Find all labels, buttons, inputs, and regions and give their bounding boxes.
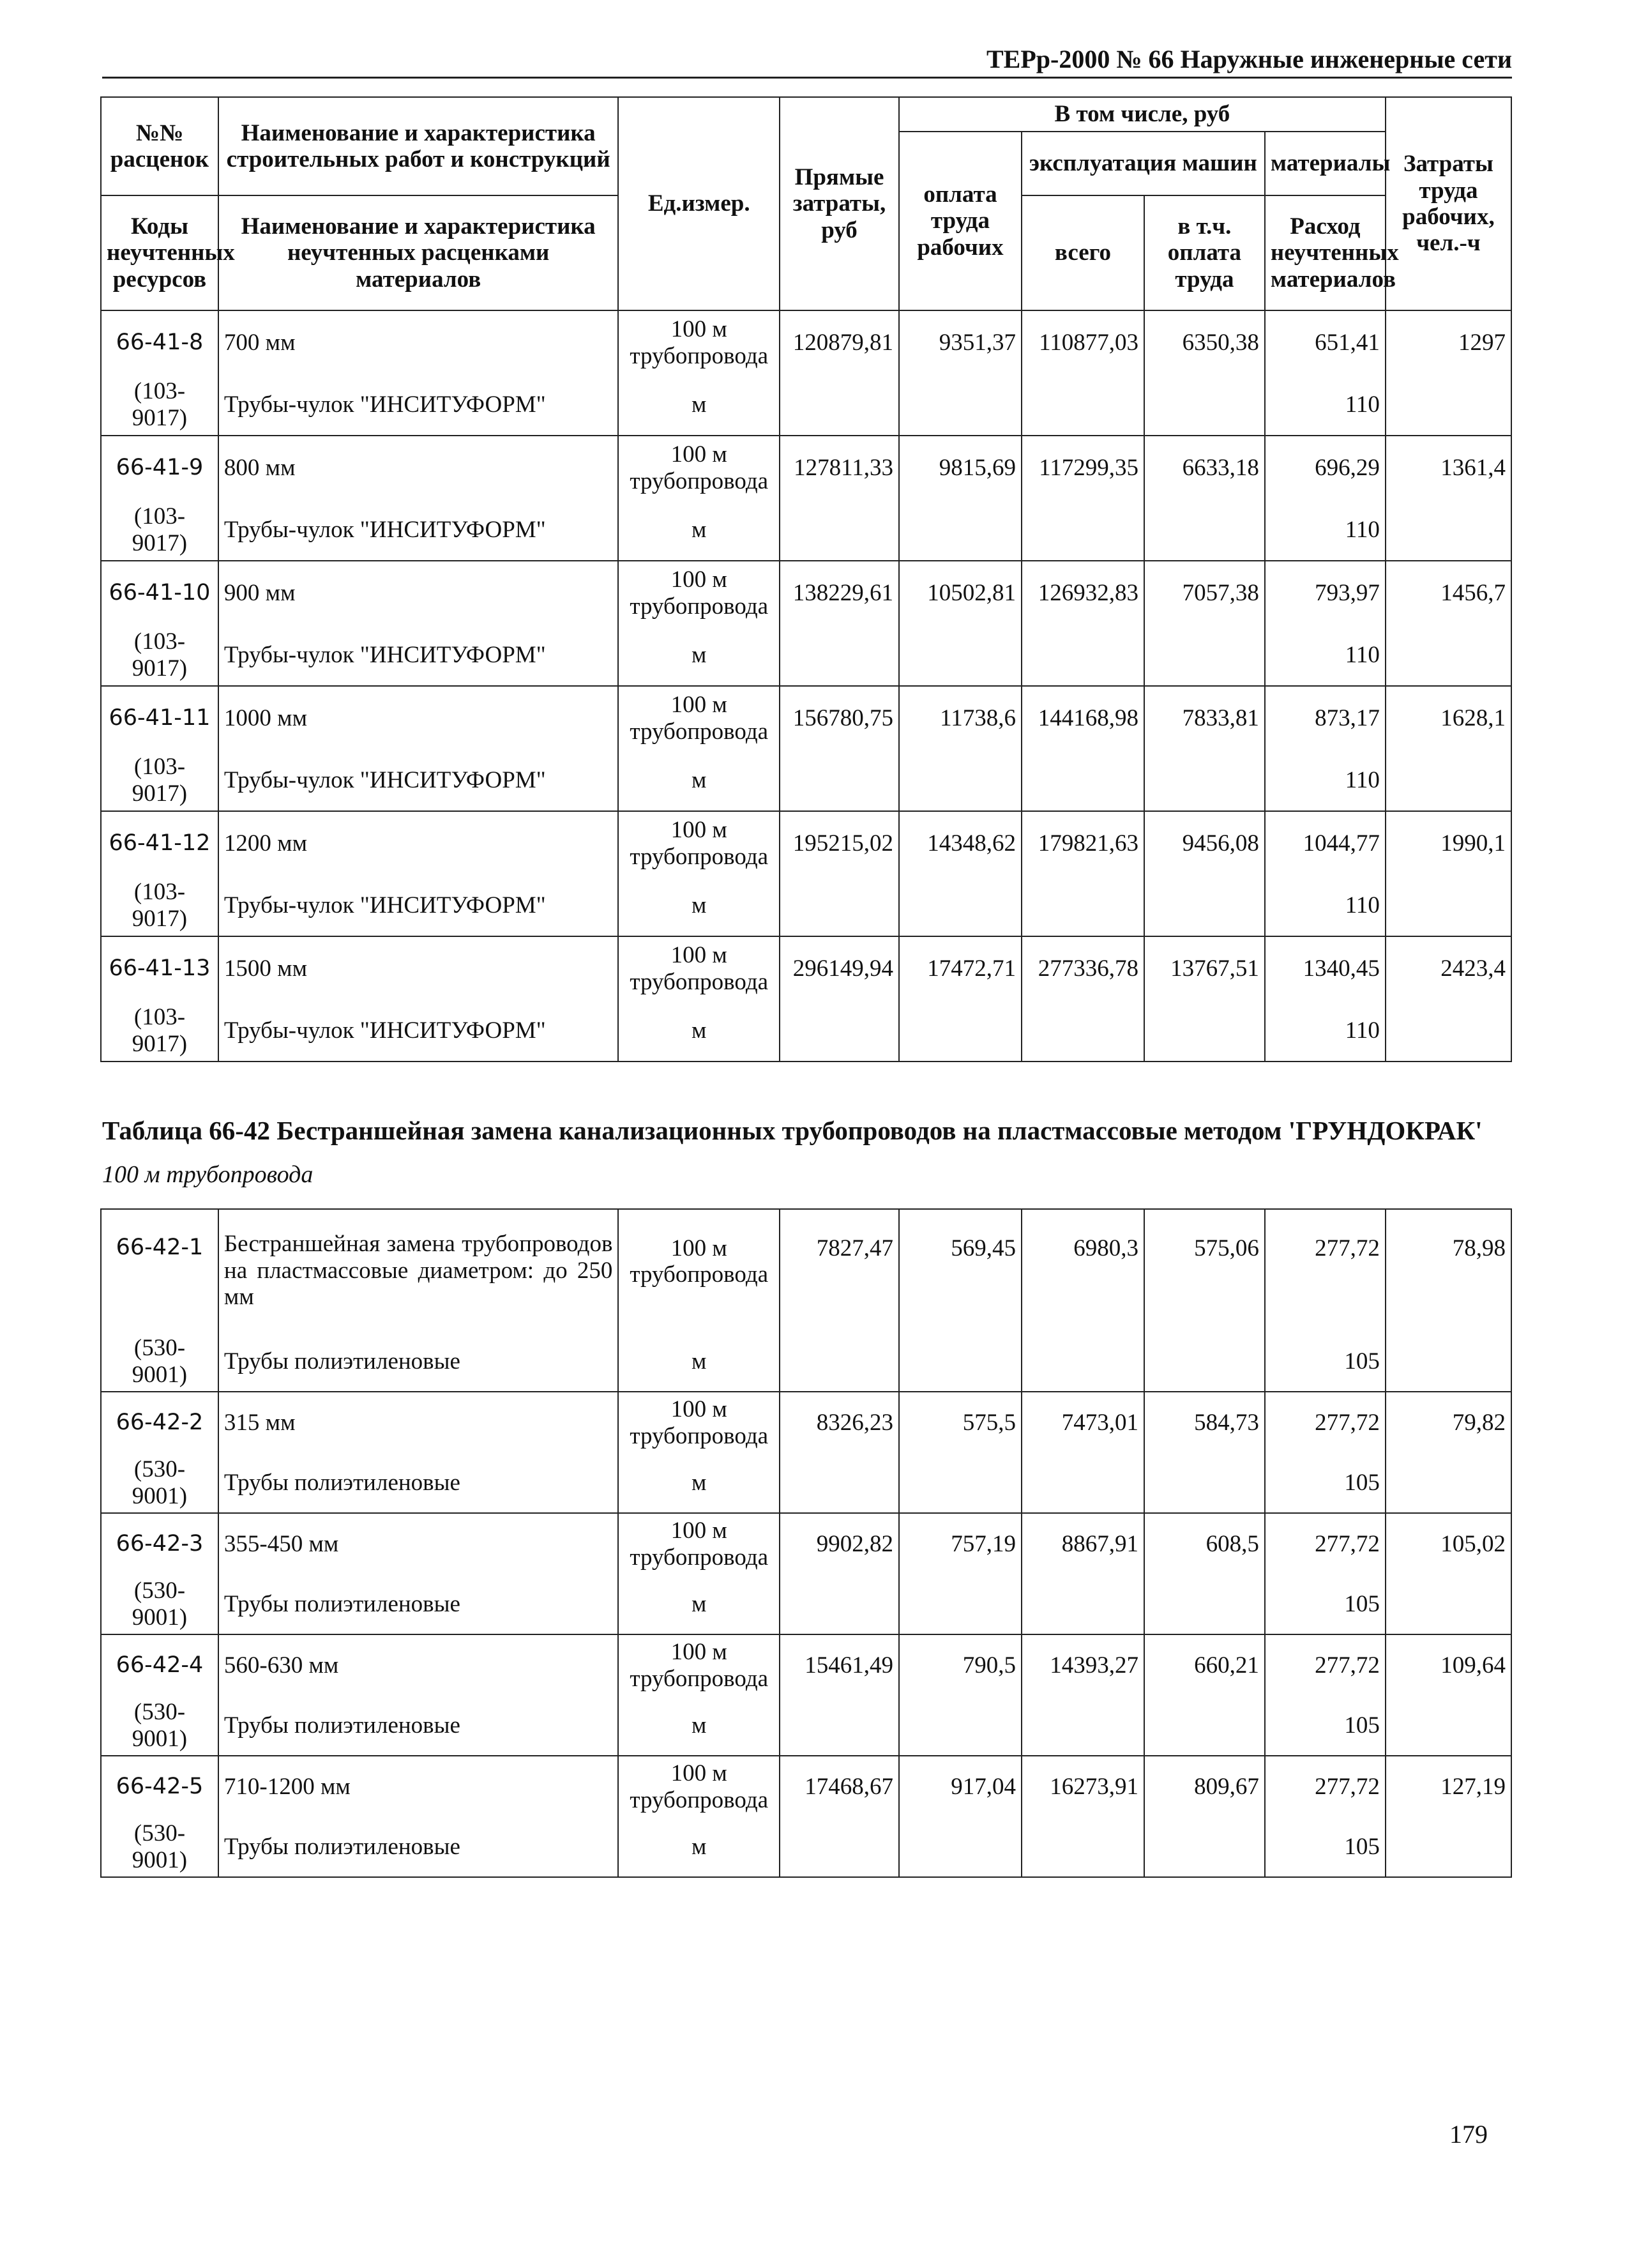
machines-labor: 7057,38 bbox=[1144, 561, 1265, 625]
materials: 277,72 bbox=[1265, 1756, 1386, 1817]
rate-code: 66-41-11 bbox=[101, 686, 218, 750]
empty-cell bbox=[1386, 374, 1511, 436]
rate-code: 66-41-13 bbox=[101, 936, 218, 1000]
empty-cell bbox=[1386, 1574, 1511, 1634]
machines-total: 179821,63 bbox=[1022, 811, 1144, 875]
table-row bbox=[101, 1513, 1511, 1574]
direct-costs: 120879,81 bbox=[780, 310, 899, 374]
resource-quantity: 105 bbox=[1265, 1696, 1386, 1756]
table-row bbox=[101, 686, 1511, 750]
empty-cell bbox=[780, 1817, 899, 1877]
resource-quantity: 105 bbox=[1265, 1817, 1386, 1877]
machines-total: 6980,3 bbox=[1022, 1209, 1144, 1332]
table-row bbox=[101, 1209, 1511, 1332]
machines-total: 144168,98 bbox=[1022, 686, 1144, 750]
resource-quantity: 110 bbox=[1265, 1000, 1386, 1062]
empty-cell bbox=[1144, 374, 1265, 436]
work-name: 560-630 мм bbox=[218, 1634, 619, 1696]
rate-code: 66-41-10 bbox=[101, 561, 218, 625]
resource-row bbox=[101, 1000, 1511, 1062]
machines-labor: 575,06 bbox=[1144, 1209, 1265, 1332]
labor-costs: 2423,4 bbox=[1386, 936, 1511, 1000]
resource-name: Трубы полиэтиленовые bbox=[218, 1332, 619, 1392]
empty-cell bbox=[899, 625, 1022, 686]
empty-cell bbox=[1022, 1574, 1144, 1634]
labor-costs: 1297 bbox=[1386, 310, 1511, 374]
resource-unit: м bbox=[618, 1696, 780, 1756]
empty-cell bbox=[899, 1696, 1022, 1756]
labor-pay: 757,19 bbox=[899, 1513, 1022, 1574]
machines-labor: 7833,81 bbox=[1144, 686, 1265, 750]
resource-quantity: 110 bbox=[1265, 499, 1386, 561]
table2-caption: Таблица 66-42 Бестраншейная замена канализационных трубопроводов на пластмассовые методом 'ГРУНДОКРАК' bbox=[102, 1116, 1483, 1145]
empty-cell bbox=[1386, 1453, 1511, 1513]
labor-pay: 917,04 bbox=[899, 1756, 1022, 1817]
empty-cell bbox=[780, 875, 899, 936]
table2-unit: 100 м трубопровода bbox=[102, 1161, 314, 1188]
unit: 100 м трубопровода bbox=[618, 1634, 780, 1696]
work-name: 315 мм bbox=[218, 1392, 619, 1453]
empty-cell bbox=[780, 1000, 899, 1062]
resource-code: (530-9001) bbox=[101, 1453, 218, 1513]
resource-code: (530-9001) bbox=[101, 1574, 218, 1634]
empty-cell bbox=[899, 1574, 1022, 1634]
machines-labor: 608,5 bbox=[1144, 1513, 1265, 1574]
direct-costs: 195215,02 bbox=[780, 811, 899, 875]
rates-table-66-41 bbox=[100, 96, 1512, 1062]
header-materials: материалы bbox=[1265, 132, 1386, 195]
work-name: 900 мм bbox=[218, 561, 619, 625]
unit: 100 м трубопровода bbox=[618, 1392, 780, 1453]
header-labor-pay: оплата труда рабочих bbox=[899, 132, 1022, 310]
labor-costs: 1628,1 bbox=[1386, 686, 1511, 750]
table-row bbox=[101, 936, 1511, 1000]
resource-name: Трубы полиэтиленовые bbox=[218, 1817, 619, 1877]
empty-cell bbox=[780, 374, 899, 436]
materials: 793,97 bbox=[1265, 561, 1386, 625]
rate-code: 66-42-1 bbox=[101, 1209, 218, 1332]
header-rate-number: №№ расценок bbox=[101, 97, 218, 195]
empty-cell bbox=[780, 499, 899, 561]
page-header bbox=[102, 42, 1512, 79]
resource-row bbox=[101, 374, 1511, 436]
header-labor-costs: Затраты труда рабочих, чел.-ч bbox=[1386, 97, 1511, 310]
resource-name: Трубы полиэтиленовые bbox=[218, 1574, 619, 1634]
resource-code: (103-9017) bbox=[101, 750, 218, 811]
empty-cell bbox=[1386, 499, 1511, 561]
direct-costs: 7827,47 bbox=[780, 1209, 899, 1332]
resource-code: (103-9017) bbox=[101, 374, 218, 436]
unit: 100 м трубопровода bbox=[618, 1513, 780, 1574]
direct-costs: 138229,61 bbox=[780, 561, 899, 625]
direct-costs: 8326,23 bbox=[780, 1392, 899, 1453]
unit: 100 м трубопровода bbox=[618, 1756, 780, 1817]
header-material-name: Наименование и характеристика неучтенных расценками материалов bbox=[218, 195, 619, 310]
table-row bbox=[101, 1634, 1511, 1696]
resource-name: Трубы-чулок "ИНСИТУФОРМ" bbox=[218, 499, 619, 561]
empty-cell bbox=[1144, 1696, 1265, 1756]
direct-costs: 156780,75 bbox=[780, 686, 899, 750]
direct-costs: 127811,33 bbox=[780, 436, 899, 499]
labor-costs: 1990,1 bbox=[1386, 811, 1511, 875]
header-machines-labor: в т.ч. оплата труда bbox=[1144, 195, 1265, 310]
resource-unit: м bbox=[618, 1000, 780, 1062]
materials: 277,72 bbox=[1265, 1513, 1386, 1574]
empty-cell bbox=[1386, 1817, 1511, 1877]
machines-total: 277336,78 bbox=[1022, 936, 1144, 1000]
labor-pay: 17472,71 bbox=[899, 936, 1022, 1000]
machines-total: 7473,01 bbox=[1022, 1392, 1144, 1453]
materials: 1044,77 bbox=[1265, 811, 1386, 875]
empty-cell bbox=[1144, 1000, 1265, 1062]
resource-unit: м bbox=[618, 374, 780, 436]
resource-quantity: 110 bbox=[1265, 875, 1386, 936]
resource-row bbox=[101, 499, 1511, 561]
empty-cell bbox=[1022, 875, 1144, 936]
resource-row bbox=[101, 750, 1511, 811]
empty-cell bbox=[780, 1574, 899, 1634]
labor-pay: 9815,69 bbox=[899, 436, 1022, 499]
resource-name: Трубы-чулок "ИНСИТУФОРМ" bbox=[218, 875, 619, 936]
empty-cell bbox=[1144, 750, 1265, 811]
machines-labor: 6350,38 bbox=[1144, 310, 1265, 374]
empty-cell bbox=[899, 1817, 1022, 1877]
resource-unit: м bbox=[618, 1332, 780, 1392]
empty-cell bbox=[899, 374, 1022, 436]
work-name: 355-450 мм bbox=[218, 1513, 619, 1574]
header-machines-total: всего bbox=[1022, 195, 1144, 310]
resource-code: (530-9001) bbox=[101, 1696, 218, 1756]
resource-quantity: 110 bbox=[1265, 625, 1386, 686]
machines-total: 16273,91 bbox=[1022, 1756, 1144, 1817]
table-row bbox=[101, 1756, 1511, 1817]
empty-cell bbox=[1144, 875, 1265, 936]
table-row bbox=[101, 811, 1511, 875]
header-direct-costs: Прямые затраты, руб bbox=[780, 97, 899, 310]
direct-costs: 17468,67 bbox=[780, 1756, 899, 1817]
resource-name: Трубы-чулок "ИНСИТУФОРМ" bbox=[218, 374, 619, 436]
resource-unit: м bbox=[618, 625, 780, 686]
resource-name: Трубы-чулок "ИНСИТУФОРМ" bbox=[218, 625, 619, 686]
empty-cell bbox=[1144, 625, 1265, 686]
unit: 100 м трубопровода bbox=[618, 1209, 780, 1332]
empty-cell bbox=[780, 1696, 899, 1756]
rate-code: 66-41-9 bbox=[101, 436, 218, 499]
rates-table-66-42 bbox=[100, 1208, 1512, 1878]
labor-costs: 78,98 bbox=[1386, 1209, 1511, 1332]
header-title: ТЕРр-2000 № 66 Наружные инженерные сети bbox=[986, 45, 1512, 73]
empty-cell bbox=[780, 625, 899, 686]
resource-unit: м bbox=[618, 1574, 780, 1634]
resource-quantity: 110 bbox=[1265, 374, 1386, 436]
machines-labor: 584,73 bbox=[1144, 1392, 1265, 1453]
unit: 100 м трубопровода bbox=[618, 936, 780, 1000]
empty-cell bbox=[1022, 1332, 1144, 1392]
work-name: 700 мм bbox=[218, 310, 619, 374]
unit: 100 м трубопровода bbox=[618, 561, 780, 625]
empty-cell bbox=[780, 1332, 899, 1392]
materials: 696,29 bbox=[1265, 436, 1386, 499]
resource-quantity: 105 bbox=[1265, 1332, 1386, 1392]
table-row bbox=[101, 1392, 1511, 1453]
labor-pay: 790,5 bbox=[899, 1634, 1022, 1696]
unit: 100 м трубопровода bbox=[618, 686, 780, 750]
page-number: 179 bbox=[1449, 2120, 1488, 2149]
labor-costs: 1456,7 bbox=[1386, 561, 1511, 625]
labor-costs: 79,82 bbox=[1386, 1392, 1511, 1453]
empty-cell bbox=[1144, 1574, 1265, 1634]
machines-total: 126932,83 bbox=[1022, 561, 1144, 625]
empty-cell bbox=[780, 750, 899, 811]
labor-pay: 575,5 bbox=[899, 1392, 1022, 1453]
empty-cell bbox=[1022, 1696, 1144, 1756]
rate-code: 66-42-2 bbox=[101, 1392, 218, 1453]
unit: 100 м трубопровода bbox=[618, 436, 780, 499]
empty-cell bbox=[1386, 875, 1511, 936]
empty-cell bbox=[1022, 1453, 1144, 1513]
resource-quantity: 105 bbox=[1265, 1453, 1386, 1513]
empty-cell bbox=[899, 1000, 1022, 1062]
empty-cell bbox=[899, 750, 1022, 811]
empty-cell bbox=[1386, 750, 1511, 811]
materials: 651,41 bbox=[1265, 310, 1386, 374]
empty-cell bbox=[1386, 625, 1511, 686]
header-machines: эксплуатация машин bbox=[1022, 132, 1265, 195]
labor-costs: 109,64 bbox=[1386, 1634, 1511, 1696]
rate-code: 66-41-12 bbox=[101, 811, 218, 875]
resource-quantity: 110 bbox=[1265, 750, 1386, 811]
empty-cell bbox=[899, 1453, 1022, 1513]
empty-cell bbox=[1022, 1817, 1144, 1877]
machines-labor: 9456,08 bbox=[1144, 811, 1265, 875]
resource-row bbox=[101, 1453, 1511, 1513]
table-row bbox=[101, 436, 1511, 499]
machines-labor: 13767,51 bbox=[1144, 936, 1265, 1000]
materials: 277,72 bbox=[1265, 1392, 1386, 1453]
table-row bbox=[101, 561, 1511, 625]
rate-code: 66-41-8 bbox=[101, 310, 218, 374]
resource-name: Трубы полиэтиленовые bbox=[218, 1453, 619, 1513]
empty-cell bbox=[899, 499, 1022, 561]
work-name: 800 мм bbox=[218, 436, 619, 499]
work-name: 1000 мм bbox=[218, 686, 619, 750]
header-work-name: Наименование и характеристика строительных работ и конструкций bbox=[218, 97, 619, 195]
empty-cell bbox=[1144, 1817, 1265, 1877]
header-unit: Ед.измер. bbox=[618, 97, 780, 310]
rate-code: 66-42-4 bbox=[101, 1634, 218, 1696]
materials: 277,72 bbox=[1265, 1634, 1386, 1696]
empty-cell bbox=[1386, 1000, 1511, 1062]
direct-costs: 296149,94 bbox=[780, 936, 899, 1000]
materials: 277,72 bbox=[1265, 1209, 1386, 1332]
resource-row bbox=[101, 875, 1511, 936]
unit: 100 м трубопровода bbox=[618, 310, 780, 374]
machines-total: 110877,03 bbox=[1022, 310, 1144, 374]
machines-labor: 809,67 bbox=[1144, 1756, 1265, 1817]
empty-cell bbox=[1022, 499, 1144, 561]
empty-cell bbox=[1386, 1332, 1511, 1392]
empty-cell bbox=[899, 875, 1022, 936]
header-materials-unaccounted: Расход неучтенных материалов bbox=[1265, 195, 1386, 310]
machines-total: 117299,35 bbox=[1022, 436, 1144, 499]
materials: 873,17 bbox=[1265, 686, 1386, 750]
labor-pay: 569,45 bbox=[899, 1209, 1022, 1332]
unit: 100 м трубопровода bbox=[618, 811, 780, 875]
work-name: Бестраншейная замена трубопроводов на пластмассовые диаметром: до 250 мм bbox=[218, 1209, 619, 1332]
resource-row bbox=[101, 1817, 1511, 1877]
header-resource-code: Коды неучтенных ресурсов bbox=[101, 195, 218, 310]
work-name: 1200 мм bbox=[218, 811, 619, 875]
resource-name: Трубы-чулок "ИНСИТУФОРМ" bbox=[218, 750, 619, 811]
resource-code: (103-9017) bbox=[101, 875, 218, 936]
resource-row bbox=[101, 625, 1511, 686]
resource-name: Трубы-чулок "ИНСИТУФОРМ" bbox=[218, 1000, 619, 1062]
work-name: 710-1200 мм bbox=[218, 1756, 619, 1817]
empty-cell bbox=[1144, 1453, 1265, 1513]
direct-costs: 9902,82 bbox=[780, 1513, 899, 1574]
labor-pay: 14348,62 bbox=[899, 811, 1022, 875]
machines-total: 14393,27 bbox=[1022, 1634, 1144, 1696]
empty-cell bbox=[1022, 625, 1144, 686]
empty-cell bbox=[780, 1453, 899, 1513]
resource-row bbox=[101, 1574, 1511, 1634]
direct-costs: 15461,49 bbox=[780, 1634, 899, 1696]
resource-unit: м bbox=[618, 1453, 780, 1513]
empty-cell bbox=[1144, 499, 1265, 561]
empty-cell bbox=[1022, 750, 1144, 811]
labor-pay: 11738,6 bbox=[899, 686, 1022, 750]
rate-code: 66-42-3 bbox=[101, 1513, 218, 1574]
resource-code: (103-9017) bbox=[101, 625, 218, 686]
labor-costs: 127,19 bbox=[1386, 1756, 1511, 1817]
machines-labor: 660,21 bbox=[1144, 1634, 1265, 1696]
resource-unit: м bbox=[618, 750, 780, 811]
labor-costs: 105,02 bbox=[1386, 1513, 1511, 1574]
labor-costs: 1361,4 bbox=[1386, 436, 1511, 499]
empty-cell bbox=[899, 1332, 1022, 1392]
resource-code: (530-9001) bbox=[101, 1332, 218, 1392]
resource-quantity: 105 bbox=[1265, 1574, 1386, 1634]
resource-code: (530-9001) bbox=[101, 1817, 218, 1877]
table-row bbox=[101, 310, 1511, 374]
resource-row bbox=[101, 1696, 1511, 1756]
labor-pay: 10502,81 bbox=[899, 561, 1022, 625]
empty-cell bbox=[1386, 1696, 1511, 1756]
resource-unit: м bbox=[618, 499, 780, 561]
empty-cell bbox=[1022, 1000, 1144, 1062]
empty-cell bbox=[1022, 374, 1144, 436]
machines-labor: 6633,18 bbox=[1144, 436, 1265, 499]
resource-unit: м bbox=[618, 1817, 780, 1877]
resource-unit: м bbox=[618, 875, 780, 936]
resource-name: Трубы полиэтиленовые bbox=[218, 1696, 619, 1756]
labor-pay: 9351,37 bbox=[899, 310, 1022, 374]
empty-cell bbox=[1144, 1332, 1265, 1392]
machines-total: 8867,91 bbox=[1022, 1513, 1144, 1574]
rate-code: 66-42-5 bbox=[101, 1756, 218, 1817]
work-name: 1500 мм bbox=[218, 936, 619, 1000]
resource-code: (103-9017) bbox=[101, 499, 218, 561]
resource-code: (103-9017) bbox=[101, 1000, 218, 1062]
header-including: В том числе, руб bbox=[899, 97, 1386, 132]
resource-row bbox=[101, 1332, 1511, 1392]
materials: 1340,45 bbox=[1265, 936, 1386, 1000]
